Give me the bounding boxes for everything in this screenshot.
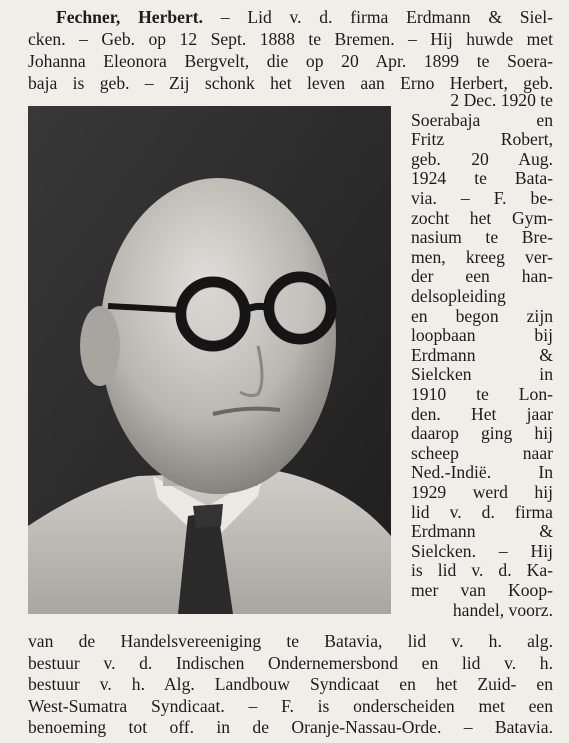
- side-line: handel, voorz.: [452, 599, 553, 620]
- side-line: Erdmann &: [411, 521, 553, 542]
- entry-line: van de Handelsvereeniging te Batavia, lid v. h. alg.: [28, 631, 553, 651]
- side-line: men, kreeg ver-: [411, 246, 553, 267]
- entry-line: baja is geb. – Zij schonk het leven aan Erno Herbert, geb.: [28, 73, 553, 93]
- side-line: daarop ging hij: [411, 423, 553, 444]
- portrait-photo: [28, 106, 391, 614]
- side-line: Soerabaja en: [411, 109, 553, 130]
- entry-line: Johanna Eleonora Bergvelt, die op 20 Apr. 1899 te Soera-: [28, 51, 553, 71]
- side-line: delsopleiding: [411, 286, 506, 306]
- side-line: en begon zijn: [411, 305, 553, 326]
- entry-line: West-Sumatra Syndicaat. – F. is onderscheiden met een: [28, 695, 553, 716]
- side-line: loopbaan bij: [411, 325, 553, 346]
- side-line: is lid v. d. Ka-: [411, 560, 553, 581]
- entry-first-line-text: – Lid v. d. firma Erdmann & Siel-: [203, 7, 553, 27]
- side-line: Fritz Robert,: [411, 129, 553, 150]
- side-line: scheep naar: [411, 442, 553, 463]
- side-line: via. – F. be-: [411, 188, 553, 208]
- side-line: der een han-: [411, 266, 553, 287]
- side-line: zocht het Gym-: [411, 207, 553, 228]
- side-line: Sielcken. – Hij: [411, 540, 553, 561]
- side-line: Sielcken in: [411, 364, 553, 385]
- side-line: lid v. d. firma: [411, 501, 553, 522]
- side-line: mer van Koop-: [411, 580, 553, 600]
- side-line: geb. 20 Aug.: [411, 148, 553, 169]
- entry-line: cken. – Geb. op 12 Sept. 1888 te Bremen. – Hij huwde met: [28, 29, 553, 49]
- side-line: 1910 te Lon-: [411, 384, 553, 404]
- entry-line: bestuur v. d. Indischen Ondernemersbond en lid v. h.: [28, 652, 553, 673]
- side-line: den. Het jaar: [411, 403, 553, 424]
- side-line: 2 Dec. 1920 te: [450, 90, 553, 110]
- side-line: 1929 werd hij: [411, 482, 553, 502]
- side-line: 1924 te Bata-: [411, 168, 553, 189]
- entry-first-line: [56, 6, 553, 28]
- side-line: Erdmann &: [411, 344, 553, 365]
- entry-line: bestuur v. h. Alg. Landbouw Syndicaat en het Zuid- en: [28, 674, 553, 694]
- side-line: Ned.-Indië. In: [411, 462, 553, 483]
- side-line: nasium te Bre-: [411, 227, 553, 248]
- entry-line: benoeming tot off. in de Oranje-Nassau-Orde. – Batavia.: [28, 717, 553, 737]
- entry-name: Fechner, Herbert.: [56, 7, 204, 27]
